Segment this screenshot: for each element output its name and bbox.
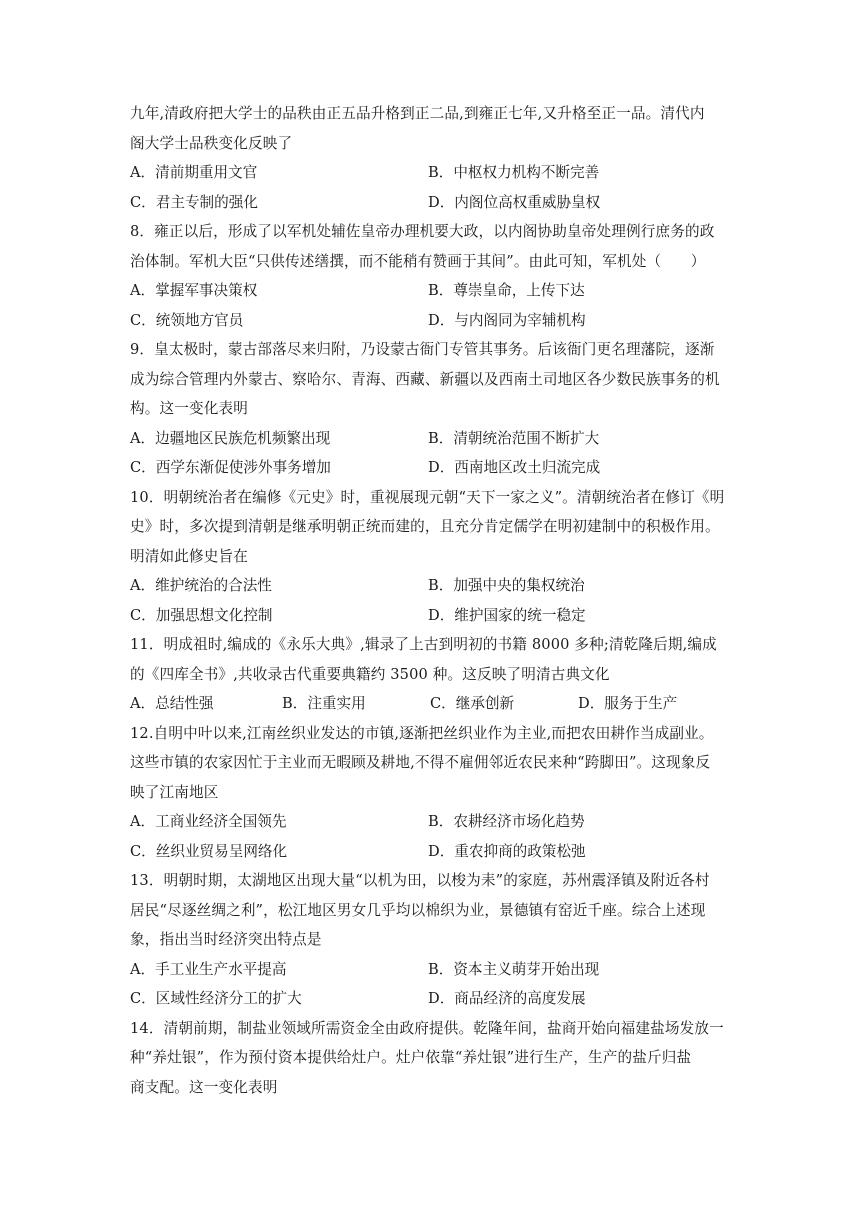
question-7-stem-line-1: 九年,清政府把大学士的品秩由正五品升格到正二品,到雍正七年,又升格至正一品。清代内 <box>130 105 705 122</box>
question-9-stem-line-3: 构。这一变化表明 <box>130 400 248 417</box>
question-7-option-c: C．君主专制的强化 <box>130 194 258 211</box>
question-11-option-d: D．服务于生产 <box>578 695 678 712</box>
question-13-option-b: B．资本主义萌芽开始出现 <box>428 961 600 978</box>
question-10-option-c: C．加强思想文化控制 <box>130 607 273 624</box>
question-12-option-d: D．重农抑商的政策松弛 <box>428 843 586 860</box>
question-13-stem-line-3: 象，指出当时经济突出特点是 <box>130 931 322 948</box>
question-7-option-a: A．清前期重用文官 <box>130 164 258 181</box>
question-10-stem-line-1: 10．明朝统治者在编修《元史》时，重视展现元朝“天下一家之义”。清朝统治者在修订《明 <box>130 489 725 506</box>
question-11-stem-line-1: 11．明成祖时,编成的《永乐大典》,辑录了上古到明初的书籍 8000 多种;清乾隆后期,编成 <box>130 636 717 653</box>
question-14-stem-line-3: 商支配。这一变化表明 <box>130 1079 278 1096</box>
question-10-stem-line-2: 史》时，多次提到清朝是继承明朝正统而建的，且充分肯定儒学在明初建制中的积极作用。 <box>130 518 720 535</box>
question-9-stem-line-1: 9．皇太极时，蒙古部落尽来归附，乃设蒙古衙门专管其事务。后该衙门更名理藩院，逐渐 <box>130 341 715 358</box>
question-12-option-c: C．丝织业贸易呈网络化 <box>130 843 288 860</box>
question-13-option-a: A．手工业生产水平提高 <box>130 961 287 978</box>
question-8-stem-line-1: 8．雍正以后，形成了以军机处辅佐皇帝办理机要大政，以内阁协助皇帝处理例行庶务的政 <box>130 223 715 240</box>
question-12-stem-line-2: 这些市镇的农家因忙于主业而无暇顾及耕地,不得不雇佣邻近农民来种“跨脚田”。这现象反 <box>130 754 711 771</box>
question-9-option-a: A．边疆地区民族危机频繁出现 <box>130 430 331 447</box>
question-8-option-a: A．掌握军事决策权 <box>130 282 258 299</box>
question-7-option-d: D．内阁位高权重威胁皇权 <box>428 194 601 211</box>
question-7-option-b: B．中枢权力机构不断完善 <box>428 164 600 181</box>
question-10-option-a: A．维护统治的合法性 <box>130 577 272 594</box>
question-13-option-c: C．区域性经济分工的扩大 <box>130 990 302 1007</box>
question-10-option-d: D．维护国家的统一稳定 <box>428 607 586 624</box>
question-9-stem-line-2: 成为综合管理内外蒙古、察哈尔、青海、西藏、新疆以及西南土司地区各少数民族事务的机 <box>130 371 720 388</box>
question-10-option-b: B．加强中央的集权统治 <box>428 577 585 594</box>
question-14-stem-line-2: 种“养灶银”，作为预付资本提供给灶户。灶户依靠“养灶银”进行生产，生产的盐斤归盐 <box>130 1049 692 1066</box>
question-12-stem-line-3: 映了江南地区 <box>130 784 219 801</box>
question-11-option-b: B．注重实用 <box>282 695 366 712</box>
question-9-option-d: D．西南地区改土归流完成 <box>428 459 601 476</box>
question-9-option-b: B．清朝统治范围不断扩大 <box>428 430 600 447</box>
question-13-stem-line-2: 居民“尽逐丝绸之利”，松江地区男女几乎均以棉织为业，景德镇有窑近千座。综合上述现 <box>130 902 706 919</box>
question-8-option-c: C．统领地方官员 <box>130 312 244 329</box>
question-13-stem-line-1: 13．明朝时期，太湖地区出现大量“以机为田，以梭为耒”的家庭，苏州震泽镇及附近各村 <box>130 872 710 889</box>
question-11-option-a: A．总结性强 <box>130 695 214 712</box>
question-11-stem-line-2: 的《四库全书》,共收录古代重要典籍约 3500 种。这反映了明清古典文化 <box>130 666 610 683</box>
question-10-stem-line-3: 明清如此修史旨在 <box>130 548 248 565</box>
question-11-option-c: C．继承创新 <box>430 695 515 712</box>
question-12-option-b: B．农耕经济市场化趋势 <box>428 813 585 830</box>
question-12-stem-line-1: 12.自明中叶以来,江南丝织业发达的市镇,逐渐把丝织业作为主业,而把农田耕作当成副业。 <box>130 725 714 742</box>
question-8-option-b: B．尊崇皇命，上传下达 <box>428 282 585 299</box>
question-12-option-a: A．工商业经济全国领先 <box>130 813 287 830</box>
question-7-stem-line-2: 阁大学士品秩变化反映了 <box>130 135 293 152</box>
question-8-option-d: D．与内阁同为宰辅机构 <box>428 312 586 329</box>
question-14-stem-line-1: 14．清朝前期，制盐业领域所需资金全由政府提供。乾隆年间，盐商开始向福建盐场发放一 <box>130 1020 724 1037</box>
question-13-option-d: D．商品经济的高度发展 <box>428 990 586 1007</box>
question-8-stem-line-2: 治体制。军机大臣“只供传述缮撰，而不能稍有赞画于其间”。由此可知，军机处（ ） <box>130 253 706 270</box>
question-9-option-c: C．西学东渐促使涉外事务增加 <box>130 459 331 476</box>
